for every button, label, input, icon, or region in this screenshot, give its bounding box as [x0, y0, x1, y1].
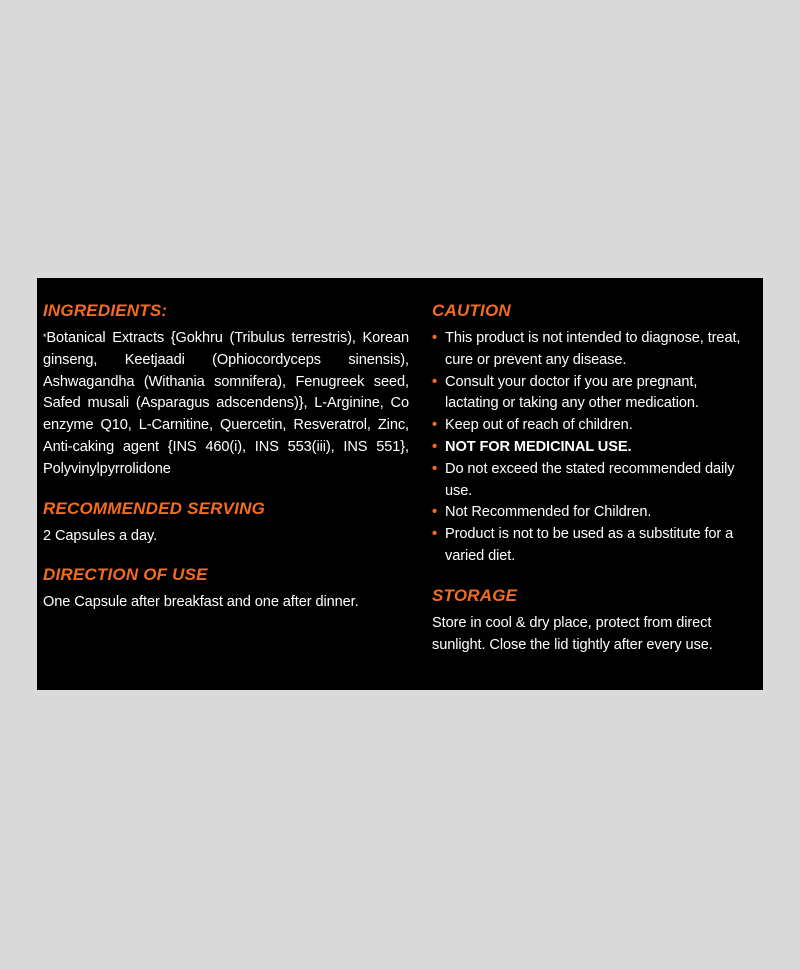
caution-item [432, 372, 747, 416]
ingredients-list: Botanical Extracts {Gokhru (Tribulus terrestris), Korean ginseng, Keetjaadi (Ophiocordyceps sinensis), Ashwagandha (Withania somnifera), Fenugreek seed, Safed musali (Asparagus adscendens)}, L-Arginine, Co enzyme Q10, L-Carnitine, Quercetin, Resveratrol, Zinc, Anti-caking agent {INS 460(i), INS 553(iii), INS 551}, Polyvinylpyrrolidone [43, 330, 409, 477]
bullet-icon: • [432, 330, 438, 346]
direction-of-use-heading: DIRECTION OF USE [43, 565, 208, 585]
recommended-serving-section [43, 498, 409, 548]
caution-item [432, 437, 747, 459]
ingredients-heading: INGREDIENTS: [43, 301, 168, 320]
bullet-icon: • [432, 438, 438, 455]
caution-item [432, 328, 747, 372]
caution-item-text: Consult your doctor if you are pregnant, lactating or taking any other medication. [445, 373, 699, 412]
recommended-serving-text: 2 Capsules a day. [43, 527, 158, 544]
bullet-icon: • [432, 504, 438, 521]
bullet-icon: • [432, 417, 438, 434]
caution-item [432, 502, 747, 524]
direction-of-use-section [43, 564, 409, 614]
storage-text: Store in cool & dry place, protect from direct sunlight. Close the lid tightly after every use. [432, 614, 713, 653]
recommended-serving-heading: RECOMMENDED SERVING [43, 498, 265, 518]
left-column [43, 300, 409, 631]
caution-item-text: Product is not to be used as a substitute for a varied diet. [445, 526, 734, 564]
right-column [432, 300, 747, 673]
caution-item-text: Keep out of reach of children. [445, 417, 633, 434]
storage-section [432, 585, 747, 657]
caution-item-text: Not Recommended for Children. [445, 504, 652, 521]
caution-item-text: NOT FOR MEDICINAL USE. [445, 438, 632, 455]
caution-section [432, 300, 747, 568]
caution-list [432, 328, 747, 568]
direction-of-use-text: One Capsule after breakfast and one after dinner. [43, 594, 359, 611]
caution-item [432, 459, 747, 503]
caution-item-text: This product is not intended to diagnose, treat, cure or prevent any disease. [445, 330, 741, 368]
bullet-icon: • [432, 526, 438, 543]
caution-heading: CAUTION [432, 301, 511, 320]
bullet-icon: • [432, 373, 438, 390]
ingredients-section [43, 300, 409, 481]
caution-item-text: Do not exceed the stated recommended daily use. [445, 460, 735, 499]
ingredients-marker: * [43, 332, 47, 342]
caution-item [432, 415, 747, 437]
ingredients-text [43, 328, 409, 481]
bullet-icon: • [432, 460, 438, 477]
storage-heading: STORAGE [432, 585, 518, 605]
product-label-panel [37, 278, 763, 690]
caution-item [432, 524, 747, 568]
